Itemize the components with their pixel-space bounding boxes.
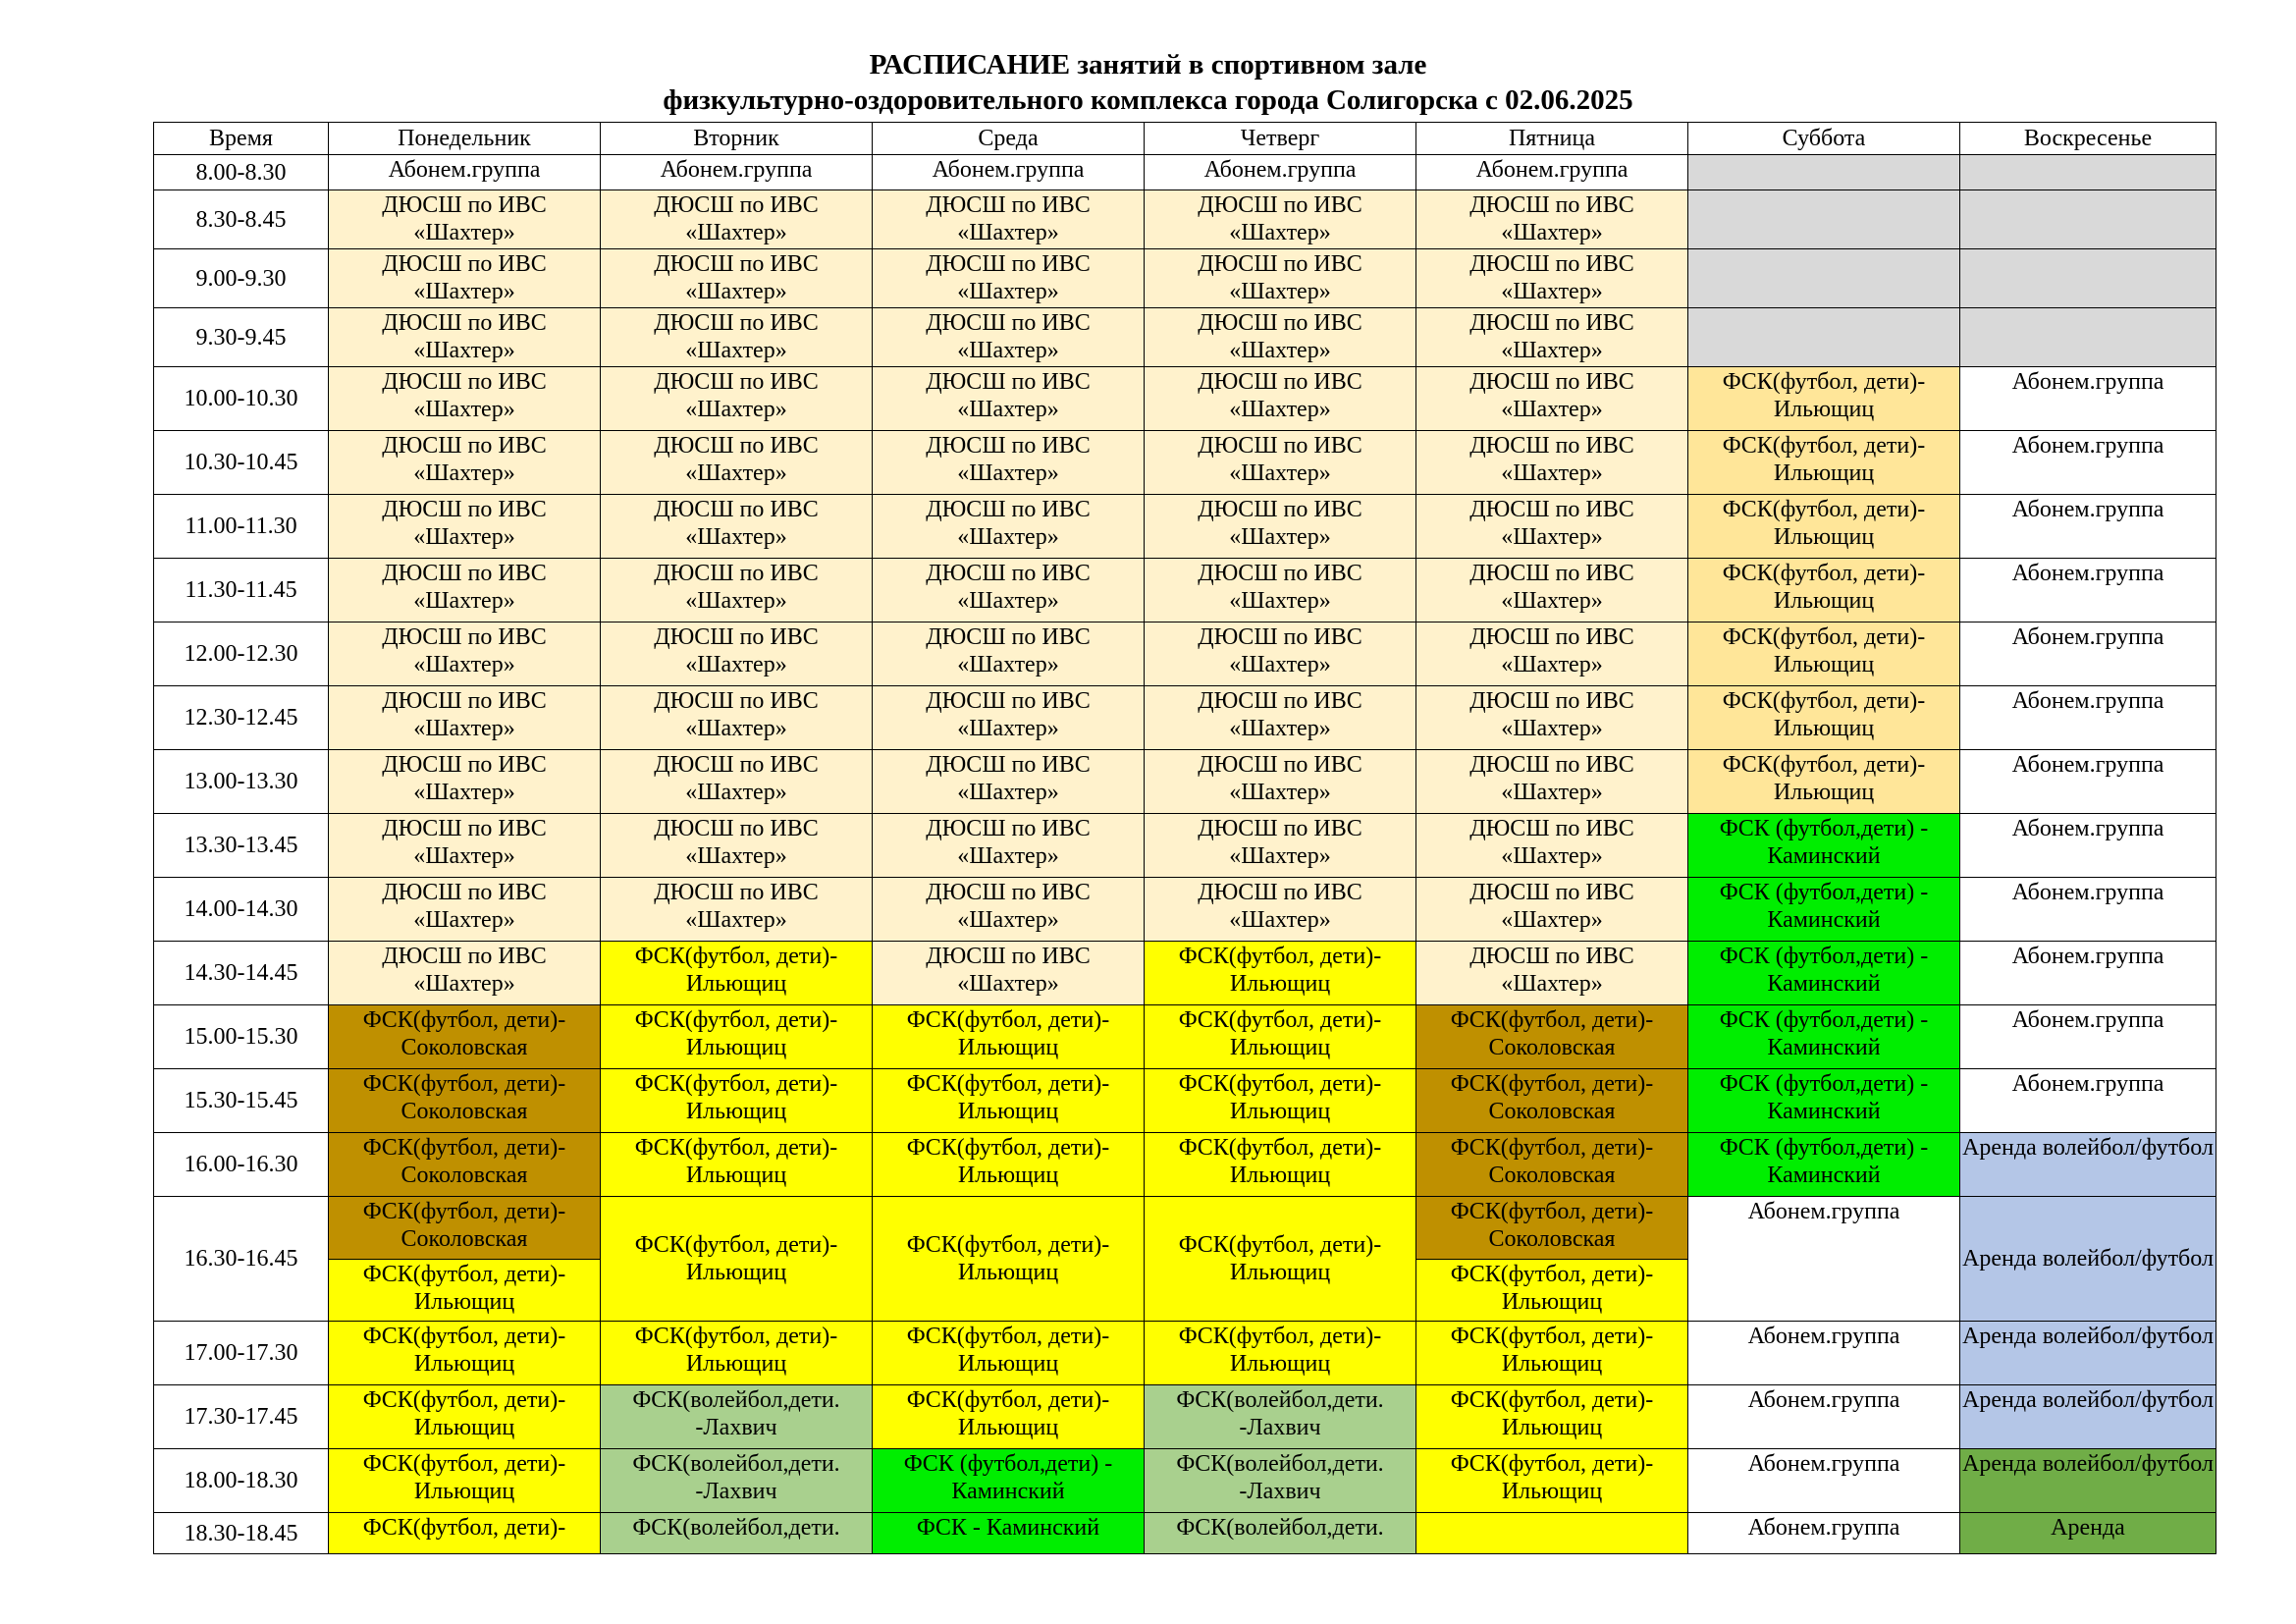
schedule-cell: ФСК(футбол, дети)-Соколовская — [329, 1133, 601, 1197]
schedule-cell: ФСК(футбол, дети)-Ильющиц — [1145, 1197, 1416, 1322]
schedule-cell: ДЮСШ по ИВС «Шахтер» — [1145, 308, 1416, 367]
schedule-cell: Абонем.группа — [1688, 1322, 1960, 1385]
schedule-cell: ДЮСШ по ИВС «Шахтер» — [1416, 686, 1688, 750]
schedule-cell: ФСК(футбол, дети)-Ильющиц — [1688, 367, 1960, 431]
schedule-cell: ДЮСШ по ИВС «Шахтер» — [601, 495, 873, 559]
schedule-body — [154, 155, 2216, 1554]
schedule-cell — [1960, 308, 2216, 367]
schedule-cell: ФСК(футбол, дети)-Соколовская — [1416, 1005, 1688, 1069]
schedule-cell: ФСК(футбол, дети)-Соколовская — [1416, 1069, 1688, 1133]
schedule-cell: ДЮСШ по ИВС «Шахтер» — [873, 367, 1145, 431]
schedule-cell: ДЮСШ по ИВС «Шахтер» — [873, 495, 1145, 559]
schedule-cell: ФСК(футбол, дети)-Ильющиц — [601, 1197, 873, 1322]
time-cell: 11.00-11.30 — [154, 495, 329, 559]
schedule-cell: ФСК(футбол, дети)-Ильющиц — [1688, 623, 1960, 686]
schedule-cell: ДЮСШ по ИВС «Шахтер» — [1145, 686, 1416, 750]
title-line-1: РАСПИСАНИЕ занятий в спортивном зале — [869, 49, 1427, 81]
time-cell: 16.30-16.45 — [154, 1197, 329, 1322]
schedule-cell — [1688, 249, 1960, 308]
schedule-cell: ДЮСШ по ИВС «Шахтер» — [601, 878, 873, 942]
schedule-cell: ФСК(футбол, дети)-Ильющиц — [329, 1449, 601, 1513]
schedule-cell: Абонем.группа — [1960, 942, 2216, 1005]
header-day: Пятница — [1416, 123, 1688, 155]
schedule-cell: ДЮСШ по ИВС «Шахтер» — [1416, 750, 1688, 814]
time-cell: 16.00-16.30 — [154, 1133, 329, 1197]
time-cell: 17.00-17.30 — [154, 1322, 329, 1385]
schedule-cell: ФСК(волейбол,дети. -Лахвич — [1145, 1449, 1416, 1513]
schedule-cell: ФСК(футбол, дети)-Ильющиц — [1145, 1005, 1416, 1069]
schedule-cell: ФСК(футбол, дети)-Соколовская — [329, 1005, 601, 1069]
table-row — [154, 878, 2216, 942]
schedule-cell: ДЮСШ по ИВС «Шахтер» — [1145, 750, 1416, 814]
schedule-cell: ФСК(футбол, дети)-Ильющиц — [1688, 686, 1960, 750]
table-row — [154, 155, 2216, 190]
schedule-cell: ФСК(футбол, дети)-Ильющиц — [1416, 1385, 1688, 1449]
schedule-cell: ФСК(футбол, дети)-Ильющиц — [873, 1322, 1145, 1385]
schedule-cell: ДЮСШ по ИВС «Шахтер» — [1416, 942, 1688, 1005]
time-cell: 10.00-10.30 — [154, 367, 329, 431]
schedule-cell: ДЮСШ по ИВС «Шахтер» — [1416, 495, 1688, 559]
schedule-cell: Аренда — [1960, 1513, 2216, 1554]
schedule-cell: ФСК (футбол,дети) - Каминский — [1688, 814, 1960, 878]
table-row — [154, 367, 2216, 431]
schedule-cell: ФСК(футбол, дети)-Соколовская — [329, 1069, 601, 1133]
schedule-cell: ФСК (футбол,дети) - Каминский — [1688, 1069, 1960, 1133]
schedule-cell: ФСК(футбол, дети)-Ильющиц — [1145, 1133, 1416, 1197]
table-row — [154, 1385, 2216, 1449]
table-row — [154, 1513, 2216, 1554]
schedule-cell: ДЮСШ по ИВС «Шахтер» — [873, 750, 1145, 814]
schedule-cell: ДЮСШ по ИВС «Шахтер» — [873, 623, 1145, 686]
time-cell: 12.00-12.30 — [154, 623, 329, 686]
schedule-cell: Аренда волейбол/футбол — [1960, 1197, 2216, 1322]
header-day: Понедельник — [329, 123, 601, 155]
schedule-cell: ФСК (футбол,дети) - Каминский — [873, 1449, 1145, 1513]
schedule-cell: Абонем.группа — [1688, 1513, 1960, 1554]
schedule-cell: ДЮСШ по ИВС «Шахтер» — [1145, 431, 1416, 495]
schedule-cell: ДЮСШ по ИВС «Шахтер» — [601, 367, 873, 431]
time-cell: 18.00-18.30 — [154, 1449, 329, 1513]
schedule-cell: ФСК(футбол, дети)-Ильющиц — [601, 1005, 873, 1069]
time-cell: 11.30-11.45 — [154, 559, 329, 623]
schedule-cell: ФСК(футбол, дети)-Ильющиц — [1416, 1322, 1688, 1385]
schedule-cell: ДЮСШ по ИВС «Шахтер» — [1145, 878, 1416, 942]
schedule-cell: Абонем.группа — [1416, 155, 1688, 190]
schedule-cell: ФСК(футбол, дети)-Соколовская — [1416, 1133, 1688, 1197]
schedule-cell: ДЮСШ по ИВС «Шахтер» — [873, 559, 1145, 623]
table-row — [154, 814, 2216, 878]
schedule-cell: ДЮСШ по ИВС «Шахтер» — [329, 686, 601, 750]
schedule-cell: ДЮСШ по ИВС «Шахтер» — [1416, 814, 1688, 878]
time-cell: 12.30-12.45 — [154, 686, 329, 750]
schedule-cell: Абонем.группа — [1960, 623, 2216, 686]
schedule-cell: Абонем.группа — [329, 155, 601, 190]
schedule-cell: Абонем.группа — [1688, 1197, 1960, 1322]
schedule-cell: ДЮСШ по ИВС «Шахтер» — [329, 308, 601, 367]
schedule-cell: ФСК(футбол, дети)-Ильющиц — [329, 1385, 601, 1449]
schedule-cell: ФСК(волейбол,дети. -Лахвич — [601, 1385, 873, 1449]
schedule-cell: ФСК(футбол, дети)-Ильющиц — [601, 1322, 873, 1385]
schedule-cell: ДЮСШ по ИВС «Шахтер» — [601, 431, 873, 495]
schedule-cell: ДЮСШ по ИВС «Шахтер» — [1145, 367, 1416, 431]
schedule-cell: ДЮСШ по ИВС «Шахтер» — [1145, 249, 1416, 308]
header-row — [154, 123, 2216, 155]
schedule-cell: ФСК(футбол, дети)-Ильющиц — [1145, 1322, 1416, 1385]
table-row — [154, 1069, 2216, 1133]
table-row — [154, 190, 2216, 249]
schedule-cell: ДЮСШ по ИВС «Шахтер» — [329, 750, 601, 814]
schedule-cell: ДЮСШ по ИВС «Шахтер» — [1416, 431, 1688, 495]
time-cell: 8.00-8.30 — [154, 155, 329, 190]
schedule-cell: ФСК(волейбол,дети. -Лахвич — [1145, 1385, 1416, 1449]
schedule-cell — [1416, 1513, 1688, 1554]
schedule-cell: ФСК(футбол, дети)-Ильющиц — [873, 1005, 1145, 1069]
schedule-cell: ДЮСШ по ИВС «Шахтер» — [1416, 249, 1688, 308]
schedule-cell: ДЮСШ по ИВС «Шахтер» — [329, 431, 601, 495]
table-row — [154, 1322, 2216, 1385]
table-row — [154, 559, 2216, 623]
time-cell: 15.30-15.45 — [154, 1069, 329, 1133]
schedule-cell: ФСК(футбол, дети)-Ильющиц — [1145, 942, 1416, 1005]
schedule-cell: ФСК (футбол,дети) - Каминский — [1688, 1005, 1960, 1069]
time-cell: 17.30-17.45 — [154, 1385, 329, 1449]
schedule-cell: ФСК (футбол,дети) - Каминский — [1688, 878, 1960, 942]
header-day: Воскресенье — [1960, 123, 2216, 155]
schedule-cell: ФСК(футбол, дети)-Ильющиц — [1688, 750, 1960, 814]
schedule-cell: Абонем.группа — [1960, 750, 2216, 814]
schedule-cell: ФСК(футбол, дети)-Ильющиц — [1688, 431, 1960, 495]
time-cell: 13.30-13.45 — [154, 814, 329, 878]
schedule-cell: Аренда волейбол/футбол — [1960, 1449, 2216, 1513]
schedule-table — [153, 122, 2216, 1554]
schedule-cell: ДЮСШ по ИВС «Шахтер» — [1145, 814, 1416, 878]
schedule-cell: ФСК(футбол, дети)-Ильющиц — [601, 1133, 873, 1197]
schedule-cell: ДЮСШ по ИВС «Шахтер» — [329, 942, 601, 1005]
schedule-cell: ДЮСШ по ИВС «Шахтер» — [873, 190, 1145, 249]
schedule-cell: ДЮСШ по ИВС «Шахтер» — [873, 249, 1145, 308]
time-cell: 8.30-8.45 — [154, 190, 329, 249]
time-cell: 13.00-13.30 — [154, 750, 329, 814]
schedule-cell: Абонем.группа — [1960, 814, 2216, 878]
time-cell: 9.00-9.30 — [154, 249, 329, 308]
schedule-cell: Аренда волейбол/футбол — [1960, 1385, 2216, 1449]
schedule-cell: ДЮСШ по ИВС «Шахтер» — [601, 623, 873, 686]
header-day: Суббота — [1688, 123, 1960, 155]
schedule-cell: ДЮСШ по ИВС «Шахтер» — [601, 814, 873, 878]
header-day: Вторник — [601, 123, 873, 155]
schedule-cell: ДЮСШ по ИВС «Шахтер» — [601, 559, 873, 623]
schedule-cell: ДЮСШ по ИВС «Шахтер» — [329, 878, 601, 942]
schedule-cell: ДЮСШ по ИВС «Шахтер» — [329, 190, 601, 249]
schedule-cell: ДЮСШ по ИВС «Шахтер» — [1416, 367, 1688, 431]
title-line-2: физкультурно-оздоровительного комплекса города Солигорска с 02.06.2025 — [663, 84, 1633, 116]
table-row — [154, 623, 2216, 686]
header-day: Четверг — [1145, 123, 1416, 155]
schedule-cell: ФСК - Каминский — [873, 1513, 1145, 1554]
table-row — [154, 686, 2216, 750]
schedule-cell: ДЮСШ по ИВС «Шахтер» — [873, 308, 1145, 367]
table-row — [154, 942, 2216, 1005]
schedule-cell: ДЮСШ по ИВС «Шахтер» — [873, 878, 1145, 942]
time-cell: 9.30-9.45 — [154, 308, 329, 367]
schedule-cell: ФСК(футбол, дети)-Ильющиц — [329, 1322, 601, 1385]
schedule-cell: Абонем.группа — [1145, 155, 1416, 190]
time-cell: 14.00-14.30 — [154, 878, 329, 942]
schedule-cell: Абонем.группа — [1960, 495, 2216, 559]
schedule-cell: ФСК(футбол, дети)- — [329, 1513, 601, 1554]
schedule-cell: ФСК(футбол, дети)-Соколовская — [1416, 1197, 1688, 1260]
table-row — [154, 308, 2216, 367]
schedule-cell: Абонем.группа — [1960, 367, 2216, 431]
schedule-cell: ФСК(футбол, дети)-Ильющиц — [873, 1069, 1145, 1133]
schedule-cell: ДЮСШ по ИВС «Шахтер» — [329, 623, 601, 686]
schedule-cell: Абонем.группа — [1960, 559, 2216, 623]
schedule-cell: Абонем.группа — [1960, 431, 2216, 495]
schedule-cell: ФСК(футбол, дети)-Ильющиц — [873, 1385, 1145, 1449]
schedule-cell: ДЮСШ по ИВС «Шахтер» — [1145, 559, 1416, 623]
schedule-cell — [1688, 155, 1960, 190]
schedule-cell: Абонем.группа — [1960, 1005, 2216, 1069]
schedule-cell: ДЮСШ по ИВС «Шахтер» — [329, 814, 601, 878]
schedule-cell: Аренда волейбол/футбол — [1960, 1322, 2216, 1385]
schedule-cell: ФСК(футбол, дети)-Ильющиц — [1688, 559, 1960, 623]
schedule-cell — [1960, 190, 2216, 249]
header-day: Среда — [873, 123, 1145, 155]
schedule-cell: ФСК(футбол, дети)-Ильющиц — [1416, 1260, 1688, 1322]
schedule-cell: ДЮСШ по ИВС «Шахтер» — [601, 308, 873, 367]
schedule-cell: ДЮСШ по ИВС «Шахтер» — [601, 686, 873, 750]
schedule-cell — [1688, 308, 1960, 367]
schedule-cell: ФСК(волейбол,дети. -Лахвич — [601, 1449, 873, 1513]
header-time: Время — [154, 123, 329, 155]
schedule-cell: ФСК(футбол, дети)-Ильющиц — [329, 1260, 601, 1322]
schedule-cell: ФСК(футбол, дети)-Ильющиц — [1688, 495, 1960, 559]
time-cell: 14.30-14.45 — [154, 942, 329, 1005]
table-row — [154, 431, 2216, 495]
schedule-cell: ФСК(футбол, дети)-Ильющиц — [873, 1133, 1145, 1197]
schedule-cell: ДЮСШ по ИВС «Шахтер» — [1145, 623, 1416, 686]
schedule-cell: Абонем.группа — [1688, 1449, 1960, 1513]
schedule-cell: ДЮСШ по ИВС «Шахтер» — [329, 367, 601, 431]
schedule-cell: ФСК(волейбол,дети. — [601, 1513, 873, 1554]
document-title — [0, 47, 2296, 118]
schedule-cell: ДЮСШ по ИВС «Шахтер» — [1145, 495, 1416, 559]
time-cell: 10.30-10.45 — [154, 431, 329, 495]
schedule-cell: ФСК(футбол, дети)-Ильющиц — [1145, 1069, 1416, 1133]
schedule-cell: ДЮСШ по ИВС «Шахтер» — [1416, 878, 1688, 942]
schedule-cell: ФСК (футбол,дети) - Каминский — [1688, 942, 1960, 1005]
schedule-cell: ДЮСШ по ИВС «Шахтер» — [329, 559, 601, 623]
schedule-cell: ДЮСШ по ИВС «Шахтер» — [1416, 190, 1688, 249]
table-row — [154, 1449, 2216, 1513]
schedule-cell: ДЮСШ по ИВС «Шахтер» — [1416, 623, 1688, 686]
schedule-cell: ФСК(футбол, дети)-Ильющиц — [1416, 1449, 1688, 1513]
table-row — [154, 495, 2216, 559]
schedule-cell — [1960, 249, 2216, 308]
schedule-cell: Абонем.группа — [1960, 1069, 2216, 1133]
schedule-cell — [1688, 190, 1960, 249]
schedule-cell: Аренда волейбол/футбол — [1960, 1133, 2216, 1197]
schedule-cell: ДЮСШ по ИВС «Шахтер» — [601, 750, 873, 814]
schedule-cell: ДЮСШ по ИВС «Шахтер» — [1416, 308, 1688, 367]
schedule-cell: ДЮСШ по ИВС «Шахтер» — [873, 814, 1145, 878]
schedule-cell: ДЮСШ по ИВС «Шахтер» — [1416, 559, 1688, 623]
schedule-cell: Абонем.группа — [1960, 686, 2216, 750]
table-row — [154, 750, 2216, 814]
time-cell: 15.00-15.30 — [154, 1005, 329, 1069]
schedule-cell: ДЮСШ по ИВС «Шахтер» — [873, 942, 1145, 1005]
schedule-cell: ФСК(футбол, дети)-Ильющиц — [601, 1069, 873, 1133]
schedule-cell: ФСК(футбол, дети)-Ильющиц — [873, 1197, 1145, 1322]
schedule-cell: Абонем.группа — [873, 155, 1145, 190]
schedule-cell: ДЮСШ по ИВС «Шахтер» — [1145, 190, 1416, 249]
table-row — [154, 1005, 2216, 1069]
schedule-cell: ДЮСШ по ИВС «Шахтер» — [601, 249, 873, 308]
schedule-cell: ФСК (футбол,дети) - Каминский — [1688, 1133, 1960, 1197]
schedule-cell: ДЮСШ по ИВС «Шахтер» — [601, 190, 873, 249]
schedule-cell: ДЮСШ по ИВС «Шахтер» — [329, 495, 601, 559]
table-row — [154, 1197, 2216, 1260]
schedule-cell: ДЮСШ по ИВС «Шахтер» — [873, 686, 1145, 750]
schedule-cell: Абонем.группа — [601, 155, 873, 190]
schedule-cell: ДЮСШ по ИВС «Шахтер» — [329, 249, 601, 308]
schedule-cell: Абонем.группа — [1960, 878, 2216, 942]
schedule-cell: ФСК(футбол, дети)-Соколовская — [329, 1197, 601, 1260]
table-row — [154, 249, 2216, 308]
table-row — [154, 1133, 2216, 1197]
schedule-cell: ФСК(волейбол,дети. — [1145, 1513, 1416, 1554]
schedule-cell: Абонем.группа — [1688, 1385, 1960, 1449]
schedule-cell: ДЮСШ по ИВС «Шахтер» — [873, 431, 1145, 495]
schedule-cell: ФСК(футбол, дети)-Ильющиц — [601, 942, 873, 1005]
time-cell: 18.30-18.45 — [154, 1513, 329, 1554]
schedule-cell — [1960, 155, 2216, 190]
